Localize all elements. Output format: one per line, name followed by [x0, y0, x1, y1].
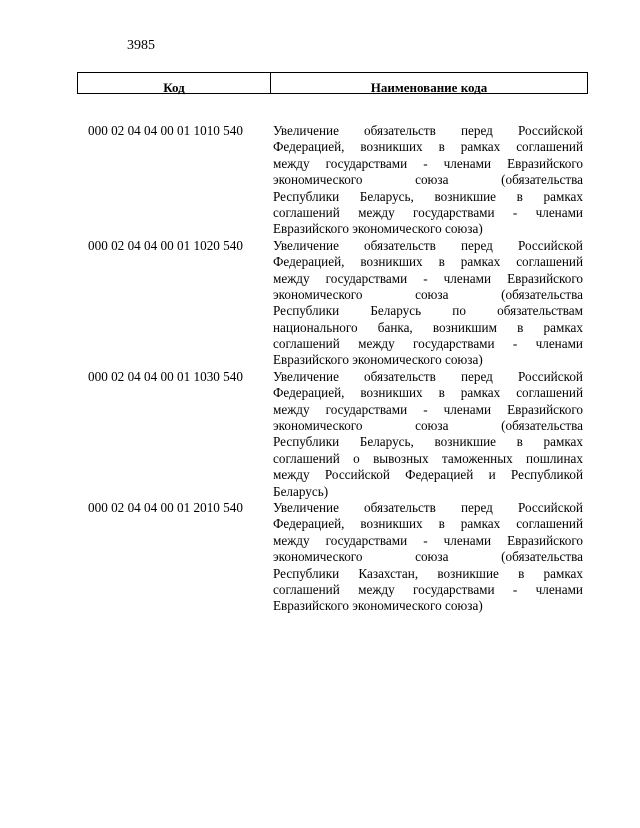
- column-header-code: Код: [78, 73, 271, 93]
- name-line: Евразийского экономического союза): [273, 221, 483, 237]
- name-cell: [273, 500, 583, 615]
- name-line: соглашений между государствами - членами: [273, 336, 583, 352]
- name-line: соглашений между государствами - членами: [273, 204, 583, 220]
- name-line: Федерацией, возникших в рамках соглашений: [273, 139, 583, 155]
- name-line: экономического союза (обязательства: [273, 418, 583, 434]
- name-line: Республики Беларусь по обязательствам: [273, 303, 583, 319]
- table-row: [77, 123, 588, 238]
- table-row: [77, 238, 588, 369]
- name-line: между государствами - членами Евразийского: [273, 401, 583, 417]
- name-line: соглашений между государствами - членами: [273, 581, 583, 597]
- name-line: между государствами - членами Евразийского: [273, 155, 583, 171]
- name-line: Республики Беларусь, возникшие в рамках: [273, 188, 583, 204]
- name-line: Федерацией, возникших в рамках соглашений: [273, 516, 583, 532]
- code-cell: 000 02 04 04 00 01 1020 540: [88, 237, 243, 253]
- name-line: между Российской Федерацией и Республикой: [273, 467, 583, 483]
- code-cell: 000 02 04 04 00 01 1010 540: [88, 123, 243, 138]
- name-line: Увеличение обязательств перед Российской: [273, 237, 583, 253]
- table-header: [77, 72, 588, 94]
- name-line: Увеличение обязательств перед Российской: [273, 368, 583, 384]
- name-line: соглашений о вывозных таможенных пошлинах: [273, 450, 583, 466]
- name-line: Евразийского экономического союза): [273, 352, 483, 368]
- name-line: экономического союза (обязательства: [273, 549, 583, 565]
- name-line: Федерацией, возникших в рамках соглашений: [273, 385, 583, 401]
- name-cell: [273, 123, 583, 238]
- name-line: Республики Казахстан, возникшие в рамках: [273, 565, 583, 581]
- name-line: Беларусь): [273, 483, 329, 499]
- name-line: между государствами - членами Евразийского: [273, 532, 583, 548]
- page-number: 3985: [127, 38, 155, 53]
- name-line: экономического союза (обязательства: [273, 172, 583, 188]
- name-line: между государствами - членами Евразийского: [273, 270, 583, 286]
- column-header-name: Наименование кода: [370, 80, 488, 95]
- code-cell: 000 02 04 04 00 01 2010 540: [88, 499, 243, 515]
- table-body: [77, 123, 588, 615]
- code-cell: 000 02 04 04 00 01 1030 540: [88, 368, 243, 384]
- name-line: Увеличение обязательств перед Российской: [273, 499, 583, 515]
- name-line: национального банка, возникшим в рамках: [273, 319, 583, 335]
- name-line: Увеличение обязательств перед Российской: [273, 123, 583, 138]
- name-line: Евразийского экономического союза): [273, 598, 483, 614]
- table-row: [77, 500, 588, 615]
- name-line: Республики Беларусь, возникшие в рамках: [273, 434, 583, 450]
- name-line: Федерацией, возникших в рамках соглашений: [273, 254, 583, 270]
- name-line: экономического союза (обязательства: [273, 286, 583, 302]
- table-row: [77, 369, 588, 500]
- name-cell: [273, 238, 583, 369]
- name-cell: [273, 369, 583, 500]
